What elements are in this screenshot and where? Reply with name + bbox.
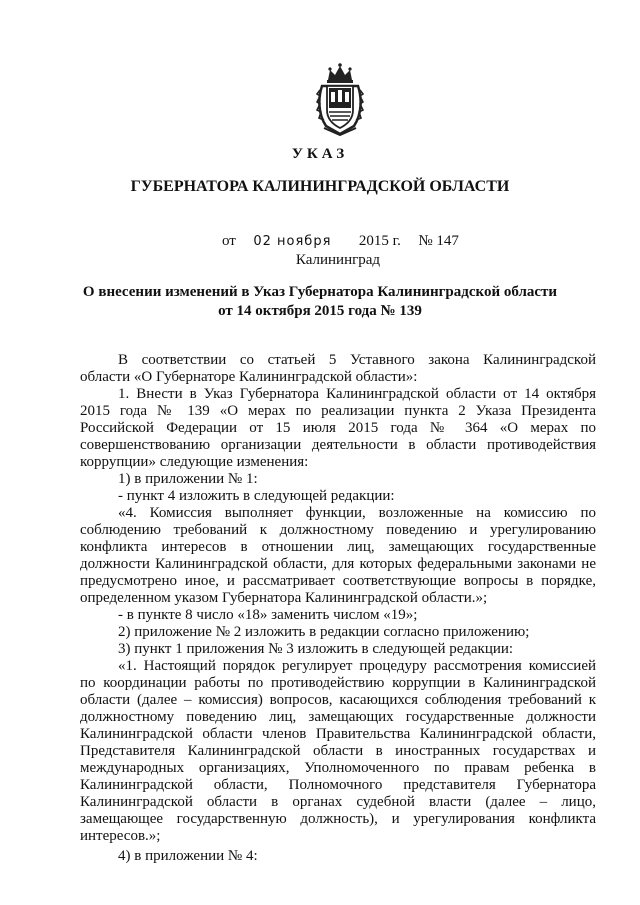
document-type-title: УКАЗ xyxy=(291,146,349,162)
body-line: замещающее государственную должность), и урегулирования конфликта xyxy=(80,811,596,827)
body-line: Калининградской области в органах судебной власти (далее – лицо, xyxy=(80,794,596,810)
body-line: соблюдению требований к должностному поведению и урегулированию xyxy=(80,522,596,538)
body-line: коррупции» следующие изменения: xyxy=(80,454,309,470)
body-line: 2015 года № 139 «О мерах по реализации пункта 2 Указа Президента xyxy=(80,403,596,419)
body-line: Калининградской области, Полномочного представителя Губернатора xyxy=(80,777,596,793)
decree-number: № 147 xyxy=(418,233,459,249)
body-line: 3) пункт 1 приложения № 3 изложить в следующей редакции: xyxy=(118,641,514,657)
body-line: 1) в приложении № 1: xyxy=(118,471,258,487)
body-line: совершенствованию организации деятельности в области противодействия xyxy=(80,437,596,453)
body-line: - пункт 4 изложить в следующей редакции: xyxy=(118,488,395,504)
body-line: В соответствии со статьей 5 Уставного закона Калининградской xyxy=(118,352,596,368)
body-line: 2) приложение № 2 изложить в редакции согласно приложению; xyxy=(118,624,530,640)
body-line: области «О Губернаторе Калининградской области»: xyxy=(80,369,418,385)
city: Калининград xyxy=(295,252,381,268)
body-line: 4) в приложении № 4: xyxy=(118,848,258,864)
body-line: - в пункте 8 число «18» заменить числом «19»; xyxy=(118,607,418,623)
body-line: должности Калининградской области, для которых федеральными законами не xyxy=(80,556,596,572)
subject-line: О внесении изменений в Указ Губернатора Калининградской области xyxy=(82,284,558,300)
body-line: предусмотрено иное, и рассматривает соответствующие вопросы в порядке, xyxy=(80,573,596,589)
decree-subject xyxy=(0,283,640,321)
body-line: области (далее – комиссия) вопросов, касающихся соблюдения требований к xyxy=(80,692,596,708)
body-line: интересов.»; xyxy=(80,828,161,844)
issuer-title: ГУБЕРНАТОРА КАЛИНИНГРАДСКОЙ ОБЛАСТИ xyxy=(130,178,510,195)
body-line: Российской Федерации от 15 июля 2015 года № 364 «О мерах по xyxy=(80,420,596,436)
body-line: должностному поведению лиц, замещающих государственные должности xyxy=(80,709,596,725)
handwritten-date: 02 ноября xyxy=(253,234,332,249)
body-line: международных организациях, Уполномоченного по правам ребенка в xyxy=(80,760,596,776)
coat-of-arms-icon xyxy=(316,62,364,136)
body-line: «1. Настоящий порядок регулирует процедуру рассмотрения комиссией xyxy=(118,658,596,674)
year: 2015 г. xyxy=(358,233,401,249)
body-line: определенном указом Губернатора Калининградской области.»; xyxy=(80,590,488,606)
body-line: «4. Комиссия выполняет функции, возложенные на комиссию по xyxy=(118,505,596,521)
date-number-line xyxy=(222,233,459,250)
body-line: Представителя Калининградской области в иностранных государствах и xyxy=(80,743,596,759)
date-prefix: от xyxy=(222,233,236,249)
body-line: по координации работы по противодействию коррупции в Калининградской xyxy=(80,675,596,691)
body-line: конфликта интересов в отношении лиц, замещающих государственные xyxy=(80,539,596,555)
subject-line: от 14 октября 2015 года № 139 xyxy=(218,303,422,319)
body-line: Калининградской области членов Правительства Калининградской области, xyxy=(80,726,596,742)
body-line: 1. Внести в Указ Губернатора Калининградской области от 14 октября xyxy=(118,386,596,402)
